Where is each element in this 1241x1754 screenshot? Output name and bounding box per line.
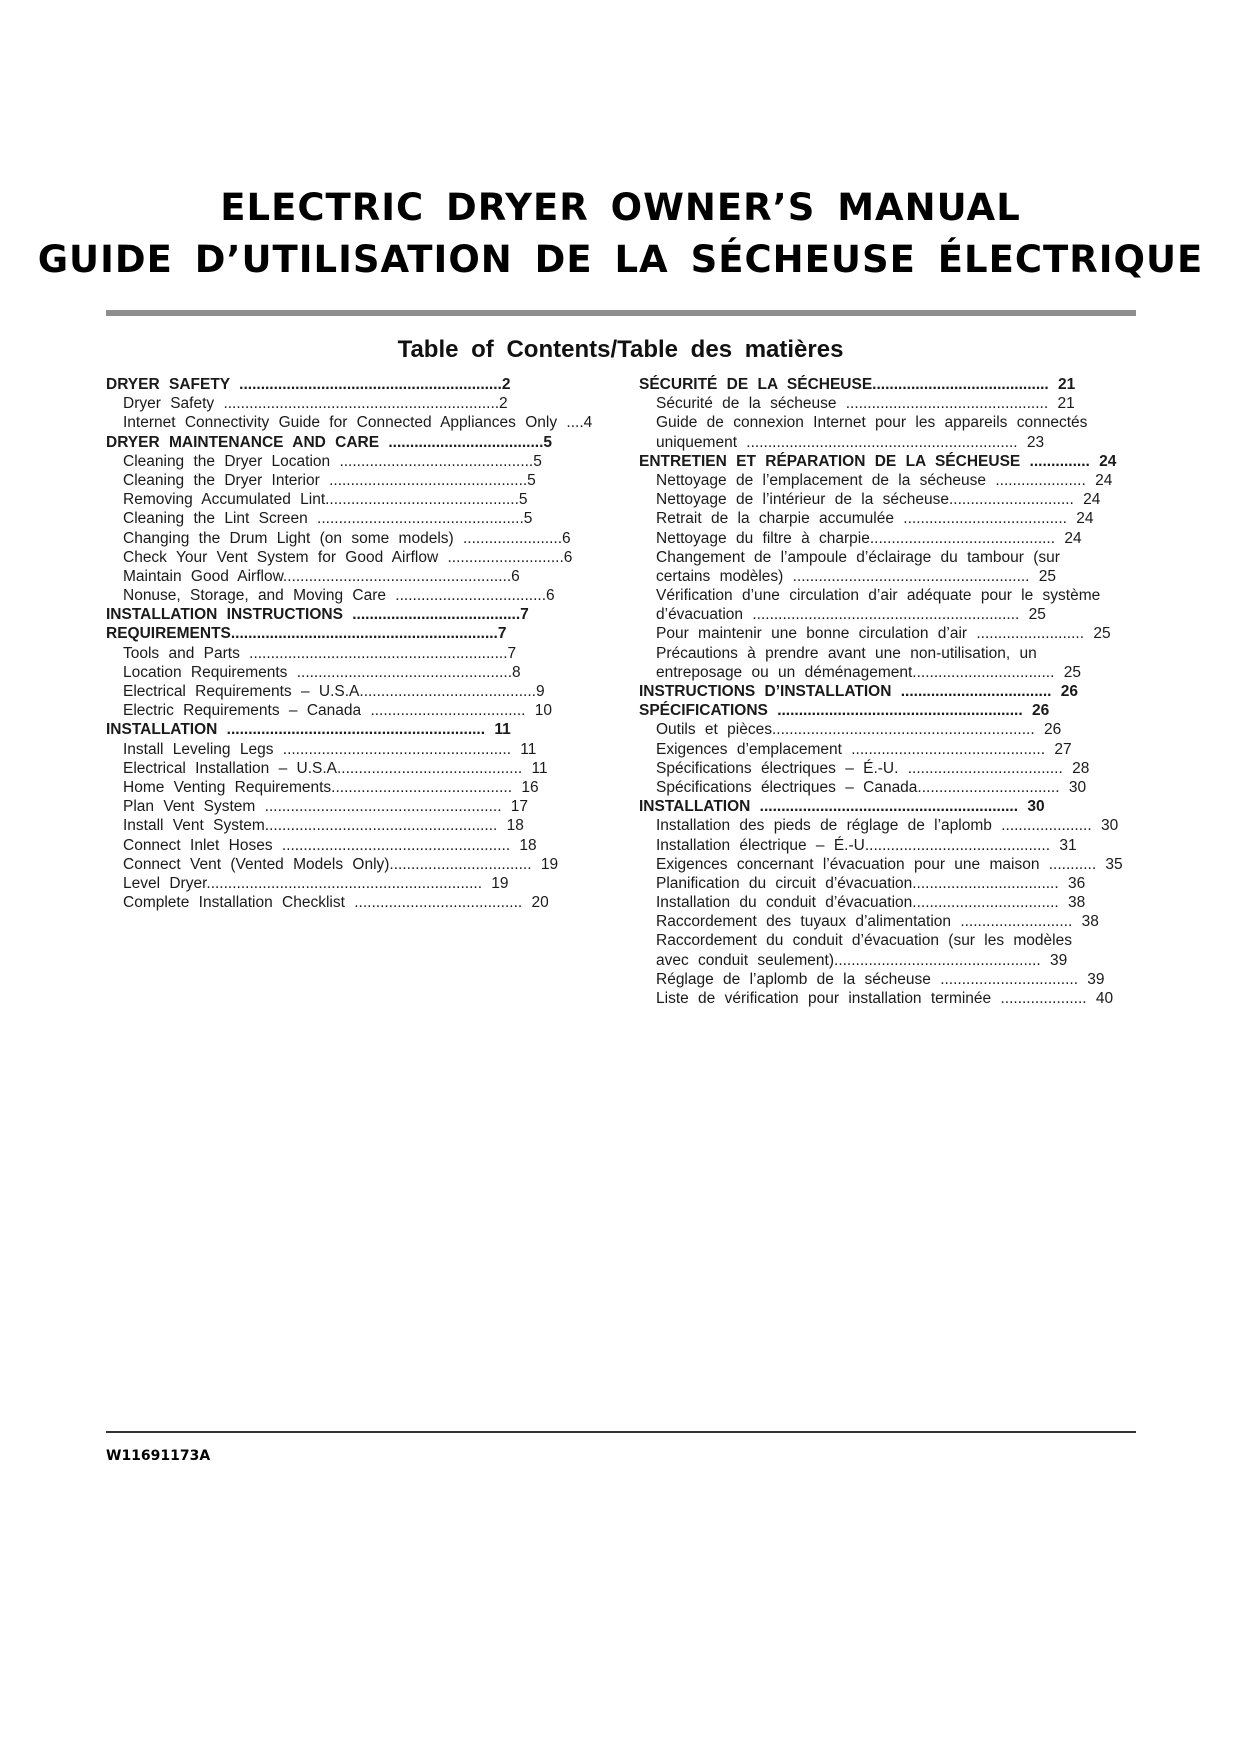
toc-subentry: Changement de l’ampoule d’éclairage du tambour (sur <box>656 548 1060 566</box>
toc-section-entry: REQUIREMENTS..............................................................7 <box>106 625 507 643</box>
toc-subentry: Raccordement du conduit d’évacuation (sur les modèles <box>656 932 1072 950</box>
toc-section-entry: SÉCURITÉ DE LA SÉCHEUSE......................................... 21 <box>639 376 1076 393</box>
toc-subentry: entreposage ou un déménagement................................. 25 <box>656 663 1081 681</box>
toc-subentry: Planification du circuit d’évacuation.................................. 36 <box>656 874 1086 892</box>
toc-subentry: Plan Vent System ....................................................... 17 <box>123 798 529 816</box>
toc-subentry: Spécifications électriques – Canada................................. 30 <box>656 778 1087 796</box>
toc-subentry: Location Requirements ..................................................8 <box>123 663 521 681</box>
toc-subentry: Cleaning the Dryer Interior ..............................................5 <box>123 471 536 489</box>
toc-section-entry: DRYER MAINTENANCE AND CARE ....................................5 <box>106 433 553 451</box>
toc-subentry: Level Dryer................................................................ 19 <box>123 874 509 892</box>
toc-column-english <box>106 375 626 912</box>
toc-subentry: Install Leveling Legs ..................................................... 11 <box>123 740 537 758</box>
toc-subentry: Retrait de la charpie accumulée ...................................... 24 <box>656 510 1094 528</box>
toc-subentry: Cleaning the Dryer Location .............................................5 <box>123 452 542 470</box>
toc-subentry: Dryer Safety ................................................................2 <box>123 395 508 413</box>
toc-subentry: Précautions à prendre avant une non-utilisation, un <box>656 644 1037 662</box>
document-number: W11691173A <box>106 1448 211 1464</box>
toc-subentry: Removing Accumulated Lint.............................................5 <box>123 491 528 509</box>
toc-section-entry: INSTALLATION INSTRUCTIONS .......................................7 <box>106 606 529 624</box>
toc-subentry: Nettoyage de l’intérieur de la sécheuse............................. 24 <box>656 491 1101 509</box>
toc-subentry: Pour maintenir une bonne circulation d’air ......................... 25 <box>656 625 1111 643</box>
toc-column-french <box>639 375 1199 1008</box>
toc-subentry: Electrical Installation – U.S.A........................................... 11 <box>123 759 548 777</box>
toc-subentry: Installation électrique – É.-U........................................... 31 <box>656 836 1077 854</box>
toc-subentry: Guide de connexion Internet pour les appareils connectés <box>656 414 1088 432</box>
toc-subentry: uniquement ............................................................... 23 <box>656 433 1045 451</box>
toc-subentry: Vérification d’une circulation d’air adéquate pour le système <box>656 587 1101 605</box>
toc-subentry: Liste de vérification pour installation terminée .................... 40 <box>656 990 1114 1007</box>
toc-subentry: Internet Connectivity Guide for Connected Appliances Only ....4 <box>123 414 593 432</box>
toc-subentry: Nettoyage du filtre à charpie........................................... 24 <box>656 529 1082 547</box>
toc-subentry: certains modèles) ....................................................... 25 <box>656 567 1057 585</box>
title-french: GUIDE D’UTILISATION DE LA SÉCHEUSE ÉLECTRIQUE <box>37 238 1204 281</box>
toc-subentry: Outils et pièces............................................................. 26 <box>656 721 1062 739</box>
footer-divider <box>106 1431 1136 1433</box>
toc-subentry: d’évacuation .............................................................. 25 <box>656 606 1046 624</box>
toc-section-entry: INSTALLATION ............................................................ 30 <box>639 798 1045 816</box>
title-english: ELECTRIC DRYER OWNER’S MANUAL <box>220 186 1021 229</box>
toc-subentry: Installation des pieds de réglage de l’aplomb ..................... 30 <box>656 817 1119 835</box>
toc-subentry: Connect Inlet Hoses ..................................................... 18 <box>123 836 537 854</box>
toc-subentry: Electric Requirements – Canada .................................... 10 <box>123 702 553 720</box>
toc-subentry: Exigences d’emplacement ............................................. 27 <box>656 740 1072 758</box>
toc-heading: Table of Contents/Table des matières <box>397 336 844 363</box>
toc-subentry: Home Venting Requirements.......................................... 16 <box>123 778 539 796</box>
toc-subentry: Complete Installation Checklist ....................................... 20 <box>123 894 549 912</box>
toc-section-entry: ENTRETIEN ET RÉPARATION DE LA SÉCHEUSE .............. 24 <box>639 452 1117 470</box>
toc-subentry: Nettoyage de l’emplacement de la sécheuse ..................... 24 <box>656 471 1113 489</box>
toc-subentry: Nonuse, Storage, and Moving Care ...................................6 <box>123 587 555 605</box>
toc-subentry: Maintain Good Airflow.....................................................6 <box>123 567 520 585</box>
toc-section-entry: INSTALLATION ............................................................ 11 <box>106 721 511 739</box>
toc-section-entry: SPÉCIFICATIONS ......................................................... 26 <box>639 702 1050 720</box>
toc-subentry: Check Your Vent System for Good Airflow ...........................6 <box>123 548 573 566</box>
toc-subentry: Installation du conduit d’évacuation.................................. 38 <box>656 894 1086 912</box>
toc-subentry: Raccordement des tuyaux d’alimentation .......................... 38 <box>656 913 1099 931</box>
toc-subentry: Exigences concernant l’évacuation pour une maison ........... 35 <box>656 855 1123 873</box>
toc-subentry: Réglage de l’aplomb de la sécheuse ................................ 39 <box>656 970 1105 988</box>
title-divider <box>106 310 1136 316</box>
toc-subentry: Tools and Parts ............................................................7 <box>123 644 517 662</box>
toc-subentry: Install Vent System...................................................... 18 <box>123 817 524 835</box>
toc-section-entry: INSTRUCTIONS D’INSTALLATION ................................... 26 <box>639 683 1078 700</box>
toc-subentry: Sécurité de la sécheuse ............................................... 21 <box>656 395 1075 413</box>
toc-subentry: Cleaning the Lint Screen ................................................5 <box>123 510 533 528</box>
toc-subentry: Connect Vent (Vented Models Only)................................. 19 <box>123 855 559 873</box>
toc-subentry: avec conduit seulement)................................................ 39 <box>656 951 1068 969</box>
toc-subentry: Electrical Requirements – U.S.A.........................................9 <box>123 683 545 700</box>
toc-subentry: Spécifications électriques – É.-U. .................................... 28 <box>656 759 1090 777</box>
toc-section-entry: DRYER SAFETY .............................................................2 <box>106 376 511 393</box>
toc-subentry: Changing the Drum Light (on some models) .......................6 <box>123 529 571 547</box>
